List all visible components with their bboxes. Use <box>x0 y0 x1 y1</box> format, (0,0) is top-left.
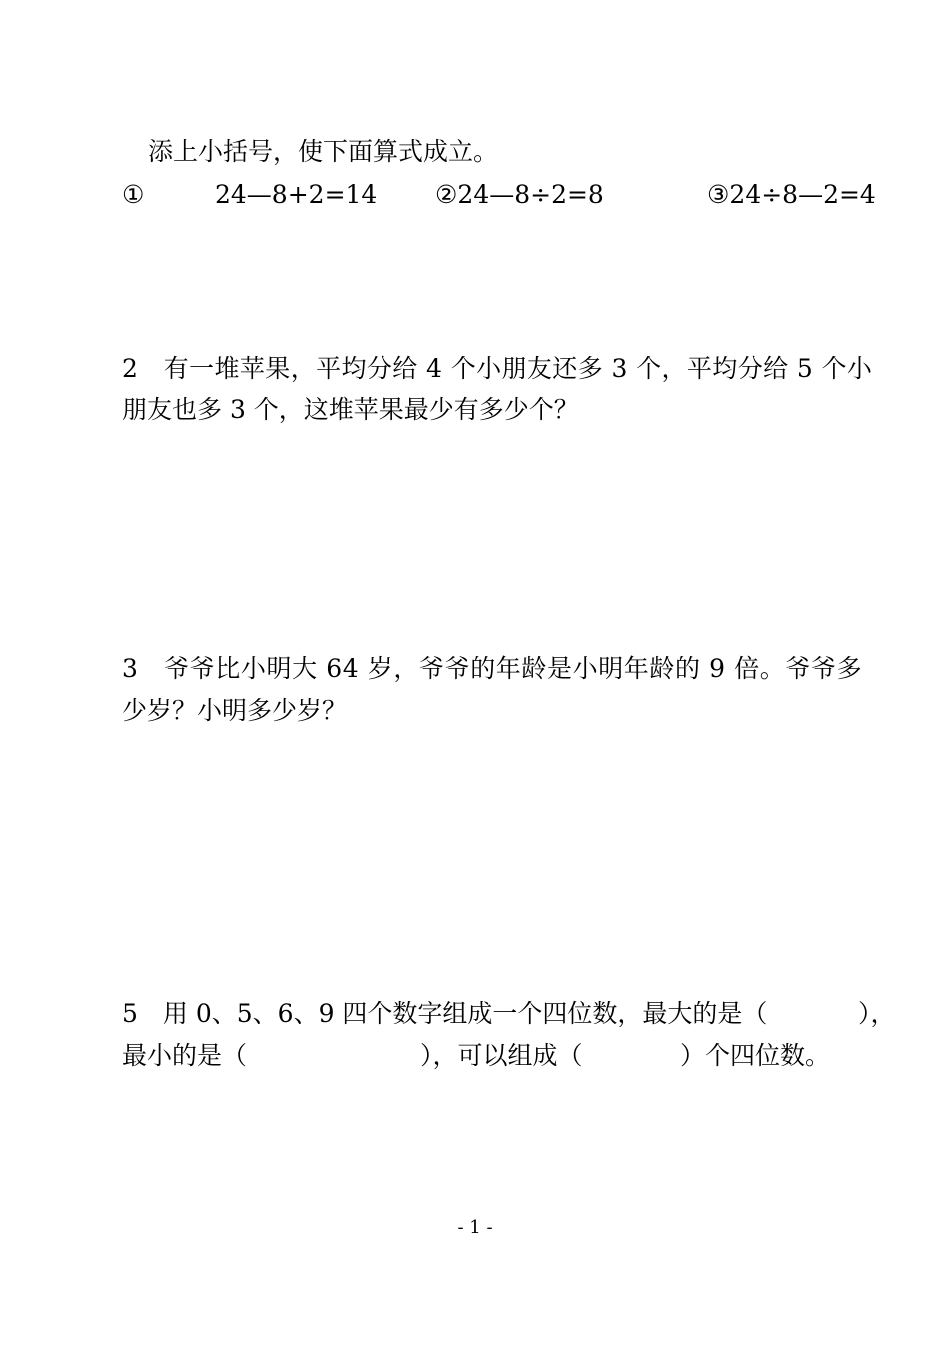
q5-line-2-part-1: 最小的是（ <box>122 1041 248 1070</box>
page-number: - 1 - <box>457 1217 493 1238</box>
q5-line-1-end: ）， <box>858 999 896 1028</box>
q1-item-2-expression: ②24—8÷2=8 <box>435 180 604 209</box>
q2-line-1: 2 有一堆苹果，平均分给 4 个小朋友还多 3 个，平均分给 5 个小 <box>122 354 873 383</box>
q1-item-1-marker: ① <box>122 180 145 209</box>
q3-line-1: 3 爷爷比小明大 64 岁，爷爷的年龄是小明年龄的 9 倍。爷爷多 <box>122 654 863 683</box>
q3-line-2: 少岁？小明多少岁？ <box>122 696 348 725</box>
q1-item-1-expression: 24—8+2=14 <box>215 180 378 209</box>
q5-line-1-text: 5 用 0、5、6、9 四个数字组成一个四位数，最大的是（ <box>122 999 768 1028</box>
q5-line-2-part-2: ），可以组成（ <box>420 1041 583 1070</box>
q1-instruction: 添上小括号，使下面算式成立。 <box>148 137 499 166</box>
q5-line-2-part-3: ）个四位数。 <box>680 1041 831 1070</box>
q1-item-3-expression: ③24÷8—2=4 <box>707 180 876 209</box>
q2-line-2: 朋友也多 3 个，这堆苹果最少有多少个？ <box>122 395 579 424</box>
